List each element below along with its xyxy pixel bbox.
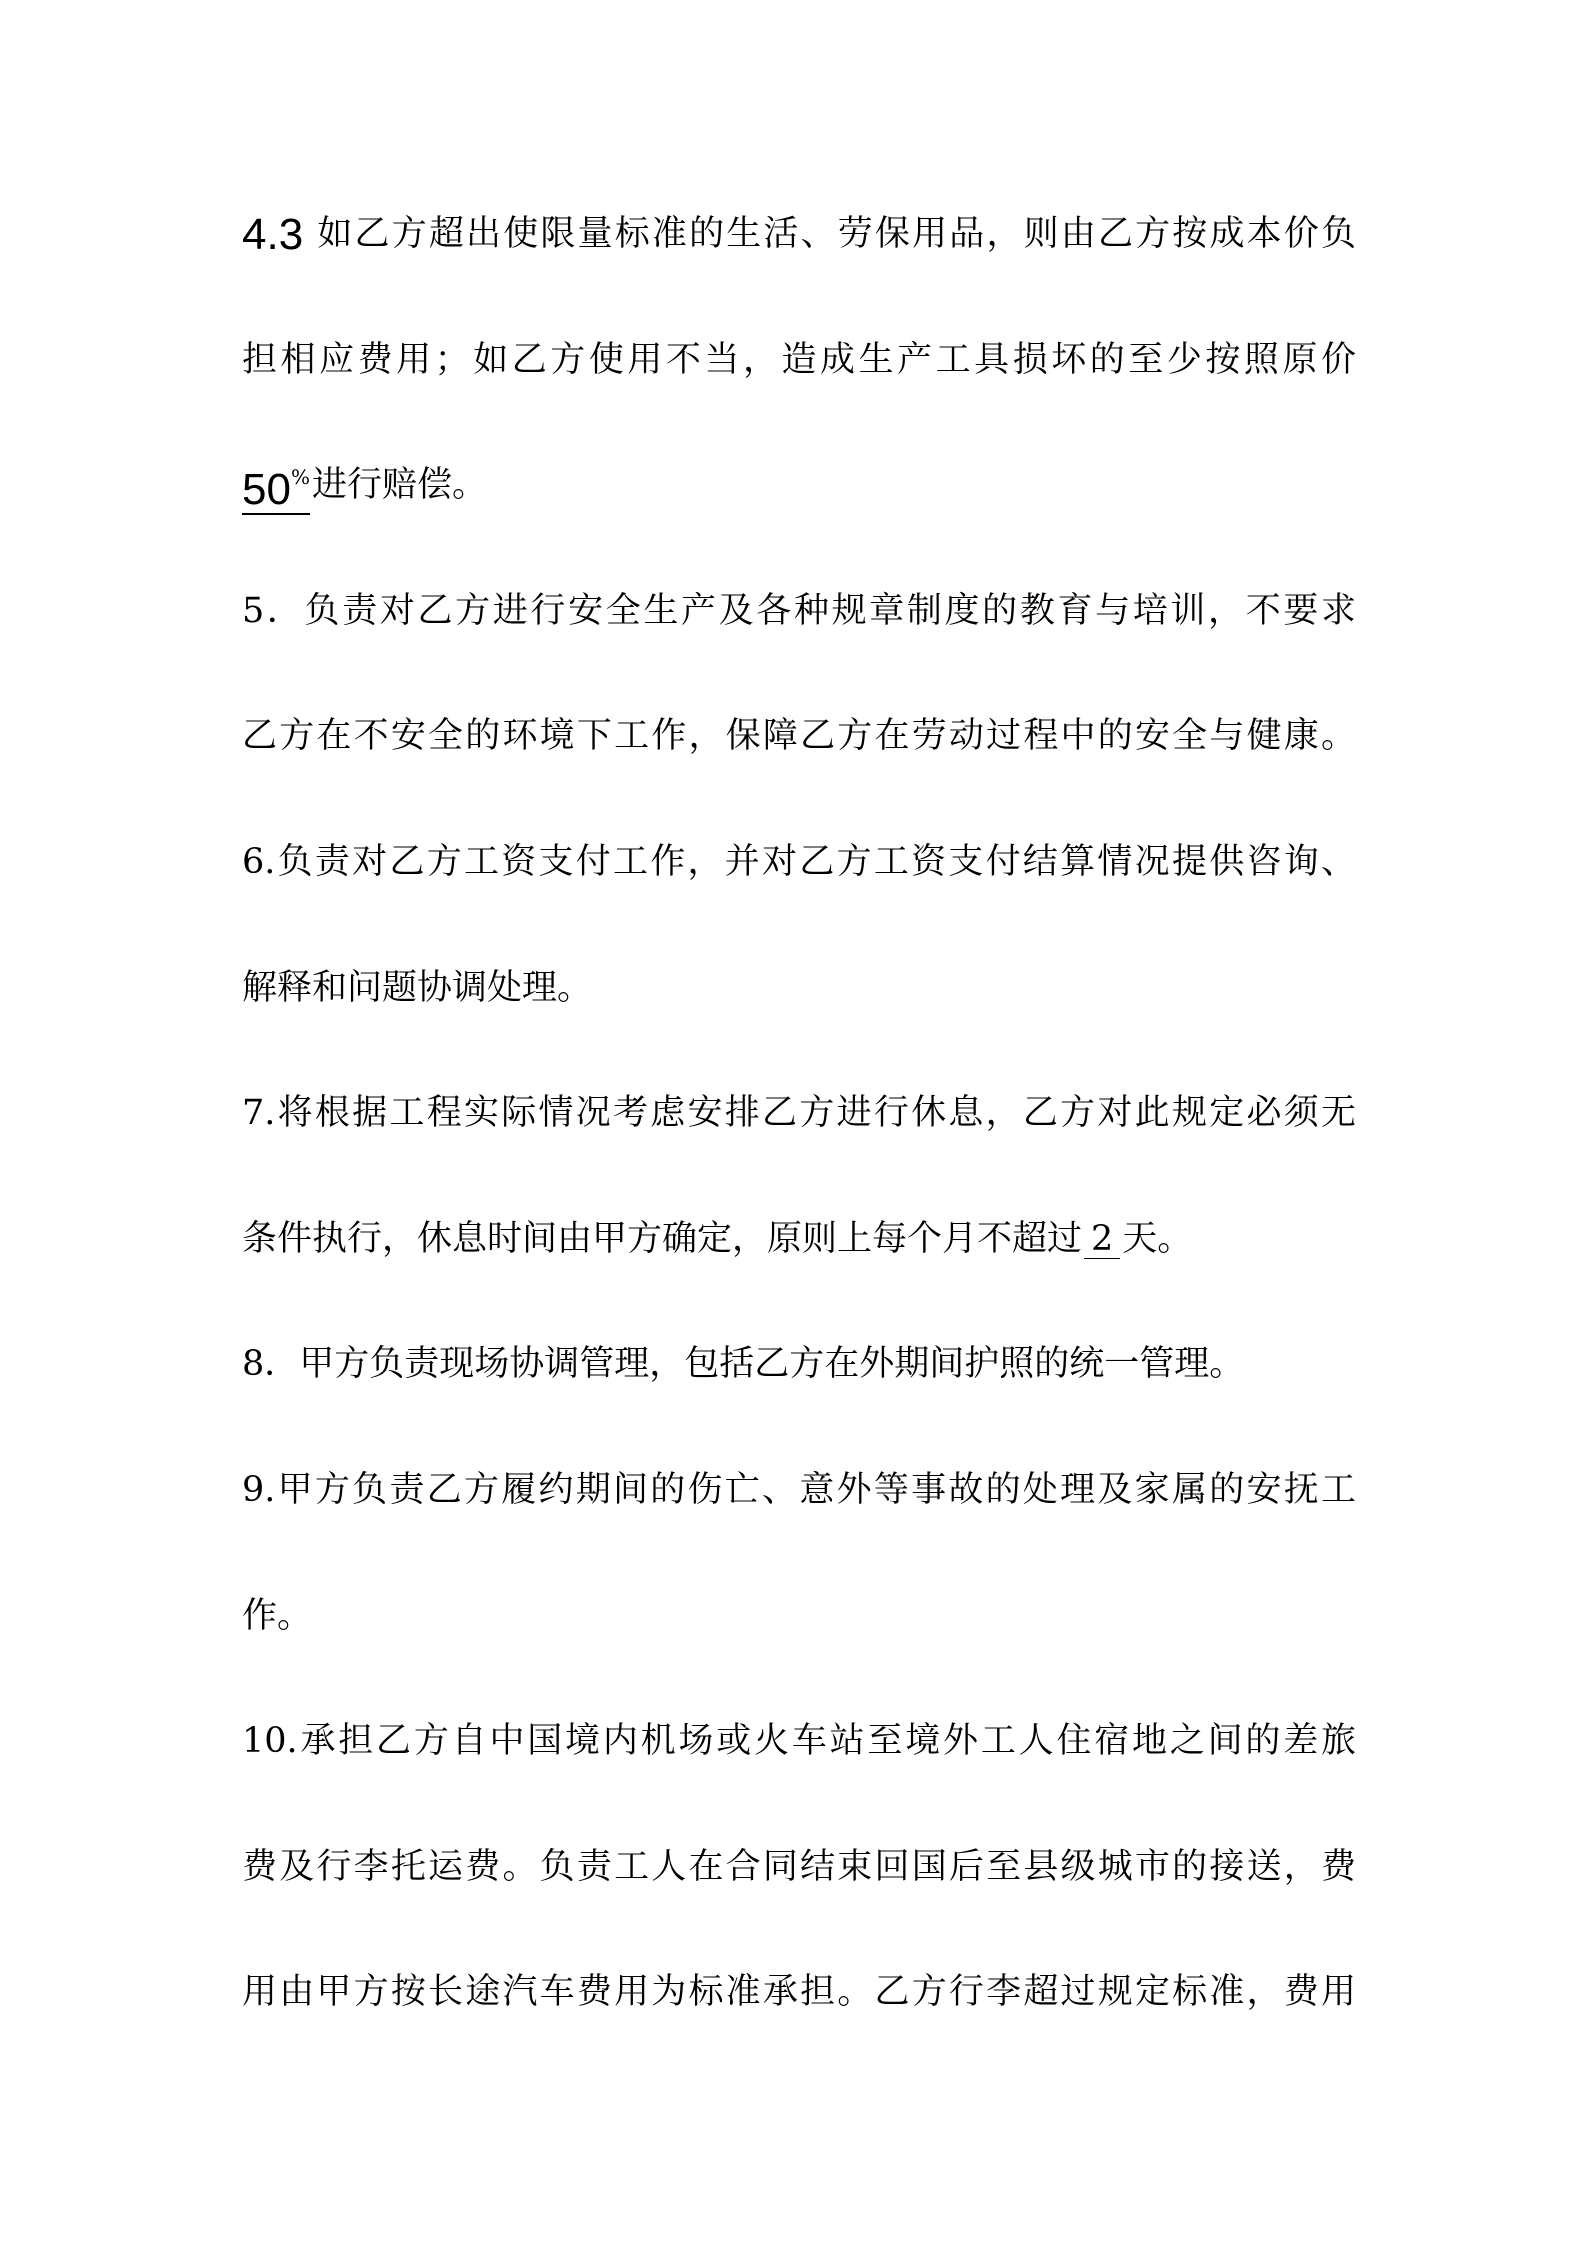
clause-7-line-2: [242, 1177, 1356, 1303]
clause-9-line-2: 作。: [242, 1595, 313, 1636]
clause-9-line-1: 9.甲方负责乙方履约期间的伤亡、意外等事故的处理及家属的安抚工: [242, 1469, 1356, 1510]
document-body: [242, 172, 1356, 2056]
clause-6-line-1: 6.负责对乙方工资支付工作，并对乙方工资支付结算情况提供咨询、: [242, 841, 1356, 882]
percent-sign: %: [290, 465, 310, 490]
clause-4-3-text-1: 如乙方超出使限量标准的生活、劳保用品，则由乙方按成本价负: [315, 214, 1356, 254]
clause-7-text-2a: 条件执行，休息时间由甲方确定，原则上每个月不超过: [242, 1218, 1083, 1259]
clause-7-text-2b: 天。: [1122, 1218, 1193, 1259]
clause-5-line-1: 5．负责对乙方进行安全生产及各种规章制度的教育与培训，不要求: [242, 590, 1356, 631]
clause-10-line-3: 用由甲方按长途汽车费用为标准承担。乙方行李超过规定标准，费用: [242, 1972, 1356, 2013]
clause-4-3-line-3: [242, 423, 1356, 549]
clause-10-line-1: 10.承担乙方自中国境内机场或火车站至境外工人住宿地之间的差旅: [242, 1721, 1356, 1762]
compensation-percentage: [242, 467, 310, 515]
clause-4-3-number: 4.3: [242, 210, 304, 259]
clause-8-line-1: 8．甲方负责现场协调管理，包括乙方在外期间护照的统一管理。: [242, 1344, 1245, 1385]
clause-4-3-line-1: [242, 172, 1356, 298]
clause-7-line-1: 7.将根据工程实际情况考虑安排乙方进行休息，乙方对此规定必须无: [242, 1093, 1356, 1134]
clause-5-line-2: 乙方在不安全的环境下工作，保障乙方在劳动过程中的安全与健康。: [242, 716, 1356, 757]
rest-days-value: 2: [1084, 1221, 1120, 1259]
clause-6-line-2: 解释和问题协调处理。: [242, 967, 593, 1008]
clause-10-line-2: 费及行李托运费。负责工人在合同结束回国后至县级城市的接送，费: [242, 1846, 1356, 1887]
compensation-percentage-value: 50: [242, 465, 291, 515]
clause-4-3-line-2: 担相应费用；如乙方使用不当，造成生产工具损坏的至少按照原价: [242, 339, 1356, 380]
clause-4-3-text-3: 进行赔偿。: [311, 465, 487, 506]
